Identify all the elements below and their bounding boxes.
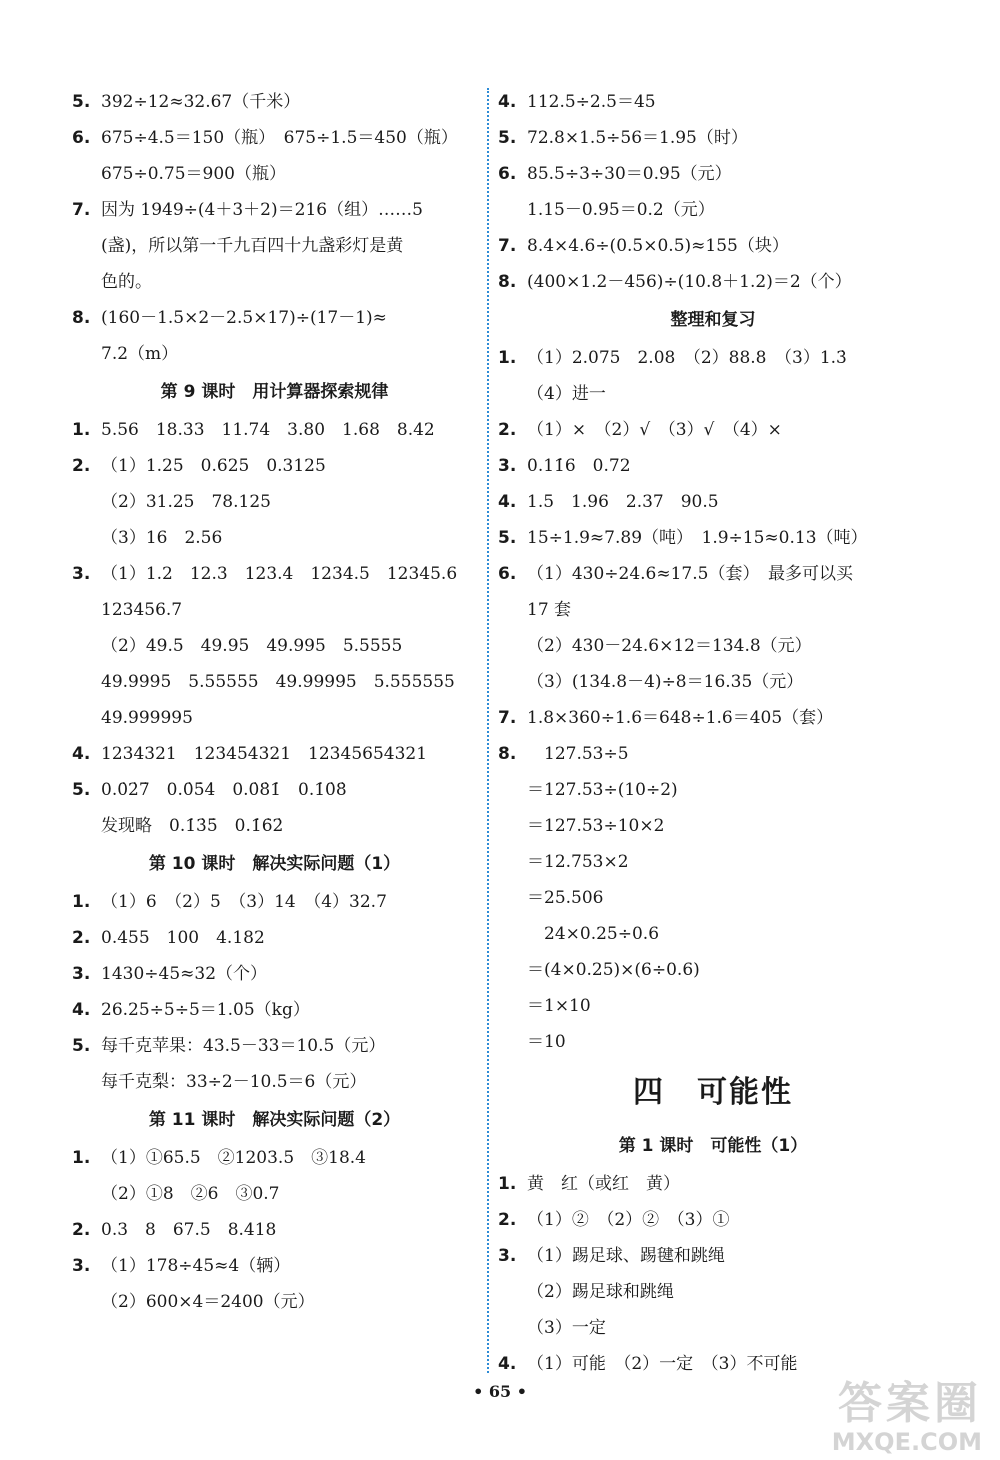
item-number: 1. bbox=[72, 420, 91, 440]
item-number: 4. bbox=[72, 744, 91, 764]
answer-item bbox=[72, 1140, 477, 1176]
answer-text: 392÷12≈32.67（千米） bbox=[101, 92, 301, 112]
answer-continuation bbox=[72, 484, 477, 520]
answer-text: 675÷0.75＝900（瓶） bbox=[101, 164, 286, 184]
answer-continuation bbox=[72, 1064, 477, 1100]
item-number: 2. bbox=[72, 456, 91, 476]
answer-text: （2）49.5 49.95 49.995 5.5555 bbox=[101, 636, 403, 656]
answer-text: 0.455 100 4.182 bbox=[101, 928, 265, 948]
item-number: 8. bbox=[72, 308, 91, 328]
answer-item bbox=[72, 884, 477, 920]
answer-continuation bbox=[498, 916, 928, 952]
answer-item bbox=[498, 1346, 928, 1382]
answer-continuation bbox=[72, 1284, 477, 1320]
item-number: 2. bbox=[72, 928, 91, 948]
answer-text: （2）430－24.6×12＝134.8（元） bbox=[527, 636, 812, 656]
answer-continuation bbox=[72, 808, 477, 844]
item-number: 7. bbox=[498, 236, 517, 256]
answer-item bbox=[72, 84, 477, 120]
answer-text: (400×1.2－456)÷(10.8＋1.2)＝2（个） bbox=[527, 272, 852, 292]
watermark-logo bbox=[832, 1380, 982, 1456]
answer-continuation bbox=[498, 376, 928, 412]
answer-item bbox=[498, 1166, 928, 1202]
answer-item bbox=[72, 920, 477, 956]
answer-continuation bbox=[498, 592, 928, 628]
answer-continuation bbox=[72, 628, 477, 664]
answer-item bbox=[498, 264, 928, 300]
answer-continuation bbox=[498, 844, 928, 880]
answer-item bbox=[498, 84, 928, 120]
item-number: 3. bbox=[72, 964, 91, 984]
chapter-title: 四 可能性 bbox=[633, 1075, 793, 1110]
item-number: 3. bbox=[498, 1246, 517, 1266]
answer-continuation bbox=[498, 1310, 928, 1346]
answer-text: 1.8×360÷1.6＝648÷1.6＝405（套） bbox=[527, 708, 834, 728]
answer-item bbox=[72, 736, 477, 772]
item-number: 8. bbox=[498, 272, 517, 292]
section-heading: 第 10 课时 解决实际问题（1） bbox=[148, 854, 401, 874]
answer-continuation bbox=[72, 228, 477, 264]
answer-text: 15÷1.9≈7.89（吨） 1.9÷15≈0.13（吨） bbox=[527, 528, 868, 548]
answer-text: （1）② （2）② （3）① bbox=[527, 1210, 730, 1230]
answer-continuation bbox=[72, 664, 477, 700]
answer-text: 0.0̇2̇7̇ 0.0̇5̇4̇ 0.0̇8̇1̇ 0.1̇0̇8̇ bbox=[101, 780, 347, 800]
answer-text: 每千克苹果：43.5－33＝10.5（元） bbox=[101, 1036, 386, 1056]
answer-text: ＝12.753×2 bbox=[527, 852, 629, 872]
answer-continuation bbox=[72, 1176, 477, 1212]
item-number: 7. bbox=[498, 708, 517, 728]
answer-text: 5.56 18.33 11.74 3.80 1.68 8.42 bbox=[101, 420, 435, 440]
answer-text: 发现略 0.1̇3̇5̇ 0.1̇6̇2̇ bbox=[101, 816, 284, 836]
answer-text: （3）(134.8－4)÷8＝16.35（元） bbox=[527, 672, 804, 692]
item-number: 6. bbox=[498, 564, 517, 584]
answer-continuation bbox=[72, 592, 477, 628]
item-number: 1. bbox=[498, 348, 517, 368]
answer-item bbox=[72, 300, 477, 336]
section-heading: 第 1 课时 可能性（1） bbox=[618, 1136, 808, 1156]
answer-continuation bbox=[72, 336, 477, 372]
answer-item bbox=[498, 448, 928, 484]
answer-text: 0.11̇6 0.72 bbox=[527, 456, 631, 476]
item-number: 4. bbox=[498, 1354, 517, 1374]
answer-text: 1430÷45≈32（个） bbox=[101, 964, 268, 984]
item-number: 5. bbox=[72, 1036, 91, 1056]
item-number: 2. bbox=[498, 1210, 517, 1230]
answer-continuation bbox=[498, 808, 928, 844]
answer-item bbox=[72, 556, 477, 592]
answer-text: ＝10 bbox=[527, 1032, 566, 1052]
answer-item bbox=[498, 156, 928, 192]
answer-text: 85.5÷3÷30＝0.95（元） bbox=[527, 164, 732, 184]
answer-item bbox=[498, 340, 928, 376]
answer-text: 8.4×4.6÷(0.5×0.5)≈155（块） bbox=[527, 236, 789, 256]
answer-item bbox=[72, 412, 477, 448]
answer-item bbox=[498, 556, 928, 592]
answer-text: ＝127.53÷10×2 bbox=[527, 816, 665, 836]
section-heading: 整理和复习 bbox=[670, 310, 756, 330]
watermark-sub: MXQE.COM bbox=[831, 1428, 982, 1456]
item-number: 5. bbox=[498, 128, 517, 148]
answer-text: ＝25.506 bbox=[527, 888, 604, 908]
item-number: 1. bbox=[498, 1174, 517, 1194]
answer-text: 1.15－0.95＝0.2（元） bbox=[527, 200, 715, 220]
answer-text: 每千克梨：33÷2－10.5＝6（元） bbox=[101, 1072, 367, 1092]
answer-item bbox=[72, 1212, 477, 1248]
answer-item bbox=[498, 700, 928, 736]
answer-continuation bbox=[72, 156, 477, 192]
answer-item bbox=[498, 120, 928, 156]
answer-text: ＝1×10 bbox=[527, 996, 591, 1016]
answer-text: 1.5 1.96 2.37 90.5 bbox=[527, 492, 719, 512]
answer-item bbox=[72, 1028, 477, 1064]
answer-text: （1）× （2）√ （3）√ （4）× bbox=[527, 420, 782, 440]
item-number: 6. bbox=[72, 128, 91, 148]
answer-item bbox=[498, 412, 928, 448]
answer-item bbox=[72, 772, 477, 808]
item-number: 4. bbox=[498, 492, 517, 512]
section-heading: 第 11 课时 解决实际问题（2） bbox=[148, 1110, 401, 1130]
answer-text: （3）一定 bbox=[527, 1318, 606, 1338]
answer-continuation bbox=[498, 952, 928, 988]
answer-text: 675÷4.5＝150（瓶） 675÷1.5＝450（瓶） bbox=[101, 128, 458, 148]
item-number: 2. bbox=[498, 420, 517, 440]
item-number: 4. bbox=[498, 92, 517, 112]
answer-continuation bbox=[498, 1274, 928, 1310]
item-number: 3. bbox=[72, 564, 91, 584]
answer-continuation bbox=[498, 988, 928, 1024]
right-column bbox=[498, 84, 928, 1382]
answer-continuation bbox=[498, 880, 928, 916]
answer-text: （1）430÷24.6≈17.5（套） 最多可以买 bbox=[527, 564, 853, 584]
answer-item bbox=[498, 1202, 928, 1238]
item-number: 5. bbox=[72, 92, 91, 112]
answer-text: (160－1.5×2－2.5×17)÷(17－1)≈ bbox=[101, 308, 387, 328]
item-number: 6. bbox=[498, 164, 517, 184]
answer-text: 49.9995 5.55555 49.99995 5.555555 bbox=[101, 672, 455, 692]
answer-item bbox=[72, 192, 477, 228]
answer-text: （2）①8 ②6 ③0.7 bbox=[101, 1184, 280, 1204]
answer-text: （2）600×4＝2400（元） bbox=[101, 1292, 315, 1312]
answer-text: 112.5÷2.5＝45 bbox=[527, 92, 656, 112]
answer-text: （1）6 （2）5 （3）14 （4）32.7 bbox=[101, 892, 387, 912]
item-number: 5. bbox=[498, 528, 517, 548]
answer-text: （3）16 2.56 bbox=[101, 528, 223, 548]
answer-item bbox=[72, 448, 477, 484]
answer-text: 0.3 8 67.5 8.418 bbox=[101, 1220, 277, 1240]
answer-item bbox=[498, 736, 928, 772]
answer-continuation bbox=[498, 664, 928, 700]
item-number: 2. bbox=[72, 1220, 91, 1240]
left-column bbox=[72, 84, 477, 1320]
answer-text: （1）可能 （2）一定 （3）不可能 bbox=[527, 1354, 798, 1374]
answer-text: 色的。 bbox=[101, 272, 152, 292]
answer-text: （1）踢足球、踢毽和跳绳 bbox=[527, 1246, 725, 1266]
answer-text: ＝(4×0.25)×(6÷0.6) bbox=[527, 960, 700, 980]
answer-text: （1）178÷45≈4（辆） bbox=[101, 1256, 291, 1276]
answer-text: 黄 红（或红 黄） bbox=[527, 1174, 680, 1194]
answer-item bbox=[498, 520, 928, 556]
answer-text: 26.25÷5÷5＝1.05（kg） bbox=[101, 1000, 310, 1020]
item-number: 5. bbox=[72, 780, 91, 800]
item-number: 7. bbox=[72, 200, 91, 220]
answer-item bbox=[72, 992, 477, 1028]
answer-item bbox=[498, 228, 928, 264]
item-number: 4. bbox=[72, 1000, 91, 1020]
watermark-main: 答案圈 bbox=[838, 1378, 982, 1429]
answer-continuation bbox=[498, 192, 928, 228]
section-heading: 第 9 课时 用计算器探索规律 bbox=[160, 382, 389, 402]
column-divider bbox=[487, 88, 489, 1373]
answer-item bbox=[72, 1248, 477, 1284]
answer-text: 127.53÷5 bbox=[527, 744, 629, 764]
answer-text: 1234321 123454321 12345654321 bbox=[101, 744, 428, 764]
answer-continuation bbox=[72, 264, 477, 300]
answer-text: ＝127.53÷(10÷2) bbox=[527, 780, 678, 800]
item-number: 1. bbox=[72, 1148, 91, 1168]
answer-text: 123456.7 bbox=[101, 600, 183, 620]
item-number: 1. bbox=[72, 892, 91, 912]
answer-text: (盏)，所以第一千九百四十九盏彩灯是黄 bbox=[101, 236, 404, 256]
answer-item bbox=[498, 484, 928, 520]
answer-continuation bbox=[72, 520, 477, 556]
answer-continuation bbox=[498, 628, 928, 664]
item-number: 3. bbox=[72, 1256, 91, 1276]
answer-item bbox=[72, 956, 477, 992]
answer-continuation bbox=[498, 772, 928, 808]
item-number: 3. bbox=[498, 456, 517, 476]
answer-text: 17 套 bbox=[527, 600, 572, 620]
answer-text: （4）进一 bbox=[527, 384, 606, 404]
answer-text: 49.999995 bbox=[101, 708, 193, 728]
answer-continuation bbox=[498, 1024, 928, 1060]
answer-text: （1）2.075 2.08 （2）88.8 （3）1.3̇ bbox=[527, 348, 847, 368]
answer-text: （2）31.25 78.125 bbox=[101, 492, 271, 512]
answer-text: 72.8×1.5÷56＝1.95（时） bbox=[527, 128, 748, 148]
answer-text: 7.2（m） bbox=[101, 344, 179, 364]
answer-text: （1）1.2 12.3 123.4 1234.5 12345.6 bbox=[101, 564, 458, 584]
answer-item bbox=[498, 1238, 928, 1274]
answer-text: （1）1.25 0.625 0.3125 bbox=[101, 456, 326, 476]
answer-item bbox=[72, 120, 477, 156]
answer-text: （2）踢足球和跳绳 bbox=[527, 1282, 674, 1302]
page-number: • 65 • bbox=[473, 1382, 527, 1401]
answer-text: （1）①65.5 ②1203.5 ③18.4 bbox=[101, 1148, 367, 1168]
answer-text: 24×0.25÷0.6 bbox=[527, 924, 660, 944]
answer-text: 因为 1949÷(4＋3＋2)＝216（组）……5 bbox=[101, 200, 423, 220]
answer-continuation bbox=[72, 700, 477, 736]
item-number: 8. bbox=[498, 744, 517, 764]
